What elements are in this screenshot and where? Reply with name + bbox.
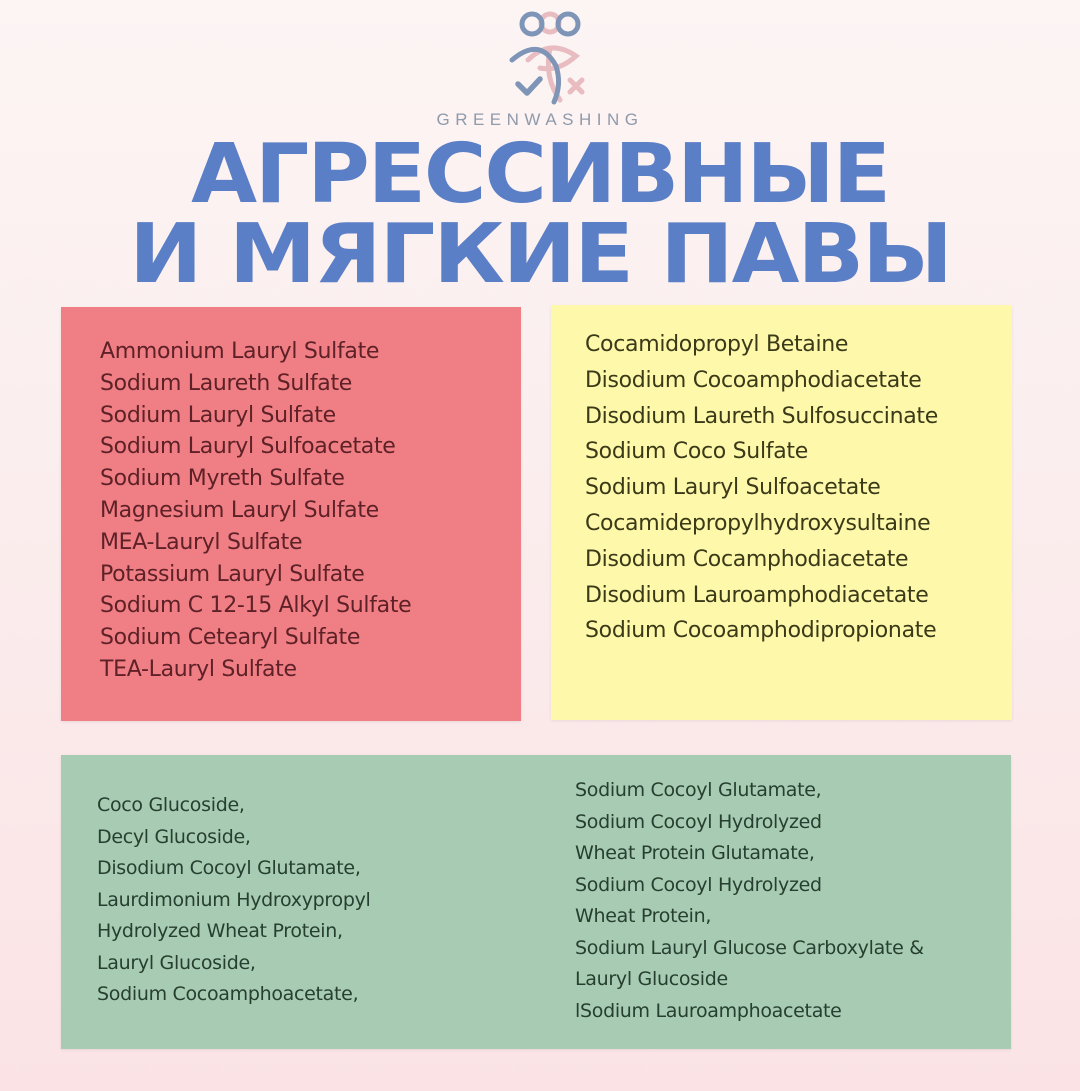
list-item: Sodium Lauryl Sulfoacetate — [100, 434, 396, 460]
list-item: Disodium Cocoyl Glutamate, — [97, 857, 361, 879]
greenwashing-logo-icon — [500, 8, 600, 108]
list-item: Disodium Cocamphodiacetate — [585, 546, 909, 572]
mild-surfactants-list-left — [97, 790, 371, 1011]
aggressive-surfactants-panel — [61, 307, 521, 721]
list-item: Sodium Cocoyl Glutamate, — [575, 779, 822, 801]
list-item: Sodium Laureth Sulfate — [100, 370, 353, 396]
list-item: Sodium Cocoyl Hydrolyzed — [575, 810, 822, 833]
moderate-surfactants-list — [585, 327, 938, 649]
list-item: Wheat Protein, — [575, 905, 712, 927]
page-title-line-1: АГРЕССИВНЫЕ — [191, 127, 889, 222]
list-item: Lauryl Glucoside — [575, 968, 728, 990]
list-item: Disodium Laureth Sulfosuccinate — [585, 403, 938, 429]
list-item: Decyl Glucoside, — [97, 825, 251, 848]
mild-surfactants-list-right — [575, 775, 924, 1027]
list-item: lSodium Lauroamphoacetate — [575, 999, 842, 1022]
list-item: Ammonium Lauryl Sulfate — [100, 339, 380, 364]
list-item: Cocamidopropyl Betaine — [585, 332, 849, 357]
page-title-line-2: И МЯГКИЕ ПАВЫ — [129, 207, 951, 302]
list-item: Lauryl Glucoside, — [97, 951, 256, 974]
list-item: Potassium Lauryl Sulfate — [100, 561, 365, 587]
list-item: Sodium Cetearyl Sulfate — [100, 625, 361, 651]
list-item: Magnesium Lauryl Sulfate — [100, 497, 379, 523]
list-item: Sodium Lauryl Glucose Carboxylate & — [575, 936, 924, 959]
list-item: Hydrolyzed Wheat Protein, — [97, 920, 343, 942]
list-item: Coco Glucoside, — [97, 794, 245, 816]
moderate-surfactants-panel — [551, 305, 1012, 720]
list-item: MEA-Lauryl Sulfate — [100, 529, 303, 555]
list-item: Disodium Cocoamphodiacetate — [585, 367, 922, 393]
list-item: Sodium Myreth Sulfate — [100, 466, 345, 492]
list-item: Disodium Lauroamphodiacetate — [585, 582, 929, 608]
mild-surfactants-panel — [61, 755, 1011, 1049]
list-item: Sodium Coco Sulfate — [585, 439, 808, 465]
list-item: Sodium Cocoamphoacetate, — [97, 983, 359, 1005]
brand-name: GREENWASHING — [436, 110, 644, 129]
list-item: Sodium Cocoyl Hydrolyzed — [575, 873, 822, 896]
list-item: Sodium Cocoamphodipropionate — [585, 618, 937, 644]
list-item: Sodium Lauryl Sulfoacetate — [585, 475, 881, 501]
list-item: Sodium Lauryl Sulfate — [100, 402, 336, 428]
list-item: TEA-Lauryl Sulfate — [100, 656, 297, 682]
list-item: Sodium C 12-15 Alkyl Sulfate — [100, 593, 412, 619]
list-item: Wheat Protein Glutamate, — [575, 842, 815, 864]
list-item: Cocamidepropylhydroxysultaine — [585, 510, 931, 536]
aggressive-surfactants-list — [100, 336, 411, 686]
list-item: Laurdimonium Hydroxypropyl — [97, 888, 371, 911]
